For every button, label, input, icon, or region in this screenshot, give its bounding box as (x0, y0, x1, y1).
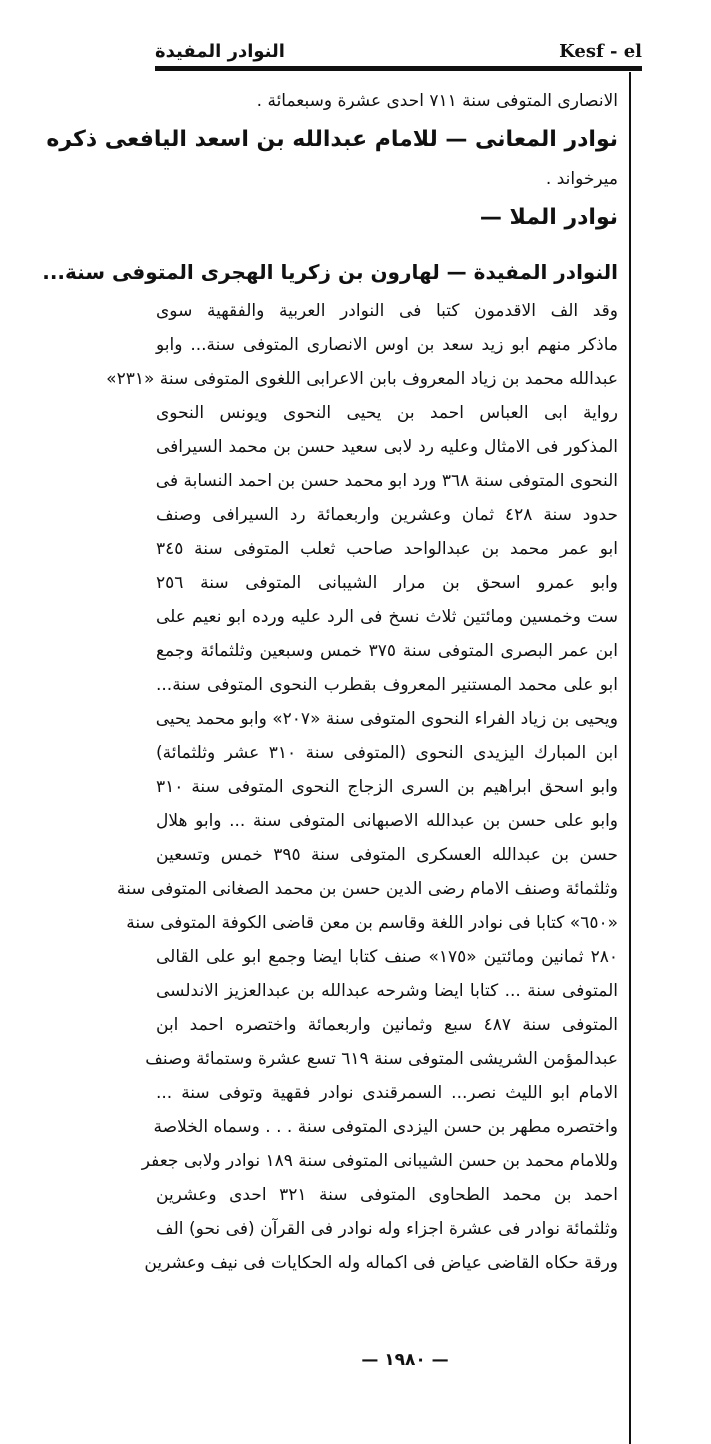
spacer (156, 240, 618, 250)
text-line: ابن المبارك اليزيدى النحوى (المتوفى سنة ٣١٠ عشر وثلثمائة) (156, 743, 619, 763)
header-rule (155, 66, 642, 71)
text-line: وثلثمائة وصنف الامام رضى الدين حسن بن محمد الصغانى المتوفى سنة (117, 879, 618, 899)
entry-heading: نوادر الملا — (479, 205, 618, 230)
text-line: وابو على حسن بن عبدالله الاصبهانى المتوفى سنة ... وابو هلال (156, 811, 618, 831)
page-header (155, 38, 642, 64)
text-line: ابو عمر محمد بن عبدالواحد صاحب ثعلب المتوفى سنة ٣٤٥ (156, 539, 618, 559)
text-line: وللامام محمد بن حسن الشيبانى المتوفى سنة ١٨٩ نوادر ولابى جعفر (141, 1151, 618, 1171)
entry-heading: النوادر المفيدة — لهارون بن زكريا الهجرى المتوفى سنة... (42, 260, 618, 284)
text-line: عبدالله محمد بن زياد المعروف بابن الاعرابى اللغوى المتوفى سنة «٢٣١» (106, 369, 618, 389)
text-line: ميرخواند . (545, 169, 618, 189)
text-line: المتوفى سنة ٤٨٧ سبع وثمانين واربعمائة واختصره احمد ابن (156, 1015, 618, 1035)
text-line: الانصارى المتوفى سنة ٧١١ احدى عشرة وسبعمائة . (256, 91, 618, 111)
text-line: الامام ابو الليث نصر... السمرقندى نوادر فقهية وتوفى سنة ... (156, 1083, 618, 1103)
text-line: حسن بن عبدالله العسكرى المتوفى سنة ٣٩٥ خمس وتسعين (156, 845, 618, 865)
page-number: — ١٩٨٠ — (361, 1350, 449, 1370)
text-line: رواية ابى العباس احمد بن يحيى النحوى ويونس النحوى (156, 403, 618, 423)
text-line: حدود سنة ٤٢٨ ثمان وعشرين واربعمائة رد السيرافى وصنف (156, 505, 618, 525)
text-line: ماذكر منهم ابو زيد سعد بن اوس الانصارى المتوفى سنة... وابو (156, 335, 618, 355)
text-line: «٦٥٠» كتابا فى نوادر اللغة وقاسم بن معن قاضى الكوفة المتوفى سنة (126, 913, 618, 933)
text-line: المتوفى سنة ... كتابا ايضا وشرحه عبدالله بن عبدالعزيز الاندلسى (156, 981, 618, 1001)
text-line: وابو اسحق ابراهيم بن السرى الزجاج النحوى المتوفى سنة ٣١٠ (156, 777, 618, 797)
text-line: احمد بن محمد الطحاوى المتوفى سنة ٣٢١ احدى وعشرين (156, 1185, 618, 1205)
text-line: وقد الف الاقدمون كتبا فى النوادر العربية والفقهية سوى (156, 301, 618, 321)
margin-rule (629, 72, 631, 1444)
text-line: ست وخمسين ومائتين ثلاث نسخ فى الرد عليه ورده ابو نعيم على (156, 607, 618, 627)
text-line: ابن عمر البصرى المتوفى سنة ٣٧٥ خمس وسبعين وثلثمائة وجمع (156, 641, 618, 661)
page-body (42, 84, 619, 1280)
text-line: وثلثمائة نوادر فى عشرة اجزاء وله نوادر فى القرآن (فى نحو) الف (156, 1219, 618, 1239)
text-line: عبدالمؤمن الشريشى المتوفى سنة ٦١٩ تسع عشرة وستمائة وصنف (145, 1049, 618, 1069)
header-latin-title: Kesf - el (559, 40, 642, 62)
text-line: ٢٨٠ ثمانين ومائتين «١٧٥» صنف كتابا ايضا وجمع ابو على القالى (156, 947, 618, 967)
text-line: النحوى المتوفى سنة ٣٦٨ ورد ابو محمد حسن بن احمد النسابة فى (155, 471, 618, 491)
text-line: واختصره مطهر بن حسن اليزدى المتوفى سنة . . . وسماه الخلاصة (153, 1117, 618, 1137)
text-line: ويحيى بن زياد الفراء النحوى المتوفى سنة «٢٠٧» وابو محمد يحيى (155, 709, 618, 729)
text-line: وابو عمرو اسحق بن مرار الشيبانى المتوفى سنة ٢٥٦ (156, 573, 618, 593)
text-line: المذكور فى الامثال وعليه رد لابى سعيد حسن بن محمد السيرافى (156, 437, 618, 457)
entry-heading: نوادر المعانى — للامام عبدالله بن اسعد اليافعى ذكره (46, 127, 618, 152)
text-line: ورقة حكاه القاضى عياض فى اكماله وله الحكايات فى نيف وعشرين (144, 1253, 618, 1273)
text-line: ابو على محمد المستنير المعروف بقطرب النحوى المتوفى سنة... (156, 675, 618, 695)
header-arabic-title: النوادر المفيدة (155, 40, 285, 62)
